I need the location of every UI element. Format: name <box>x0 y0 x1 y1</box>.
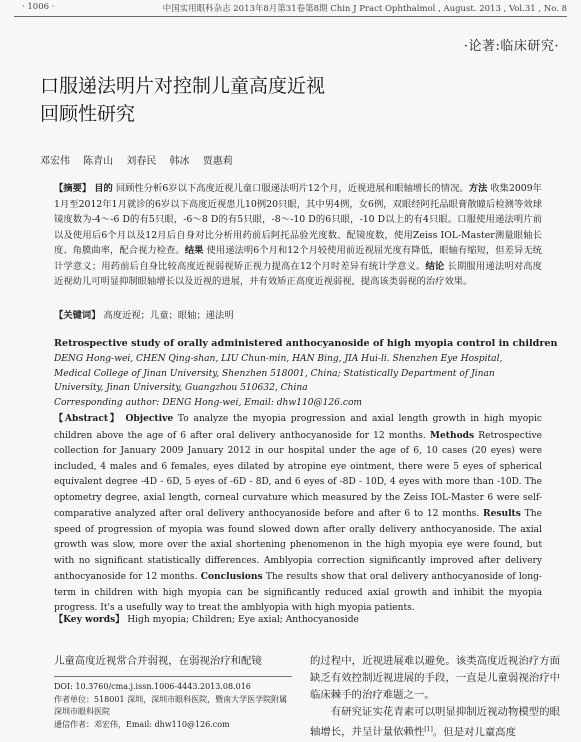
body-text-right <box>310 653 560 741</box>
conclusion-label-en: Conclusions <box>200 571 263 582</box>
article-title <box>40 72 325 128</box>
methods-label-en: Methods <box>429 429 475 441</box>
conclusion-en: The results show that oral delivery anthocyanoside of long-term in children with high myopia can be significantly reduced axial growth and inhibit the myopia progress. It's a usefully way to treat the amblyopia with high myopia patients. <box>54 572 542 613</box>
abstract-en-tag: 【Abstract】 <box>54 413 121 424</box>
body-right-para-2: 有研究证实花青素可以明显抑制近视动物模型的眼轴增长，并呈计量依赖性 <box>310 706 560 739</box>
reference-mark[interactable]: [1] <box>424 726 433 733</box>
methods-cn: 收集2009年1月至2012年1月就诊的6岁以下高度近视患儿10例20只眼，其中男4例，女6例，双眼经阿托品眼膏散瞳后检测等效球镜度数为-4～-6 D的有5只眼，-6～8 D的有5只眼，-8～-10 D的6只眼，-10 D以上的有4只眼。口服使用递法明片前以及使用后6个月以及12月后自身对比分析用药前后阿托品验光度数、配镜度数，使用Zeiss IOL-Master测量眼轴长度、角膜曲率，配合视力检查。 <box>54 183 542 256</box>
methods-en: Retrospective collection for January 2009 January 2012 in our hospital under the age of 6, 10 cases (20 eyes) were included, 4 males and 6 females, eyes dilated by atropine eye ointment, there were 5 eyes of spherical equivalent degree -4D - 6D, 5 eyes of -6D - 8D, and 6 eyes of -8D - 10D, 4 eyes with more than -10D. The optometry degree, axial length, corneal curvature which measured by the Zeiss IOL-Master 6 were self-comparative analyzed after oral delivery anthocyanoside before and after 6 to 12 months. <box>54 430 542 519</box>
abstract-cn <box>54 181 542 290</box>
affiliation-block <box>54 352 542 410</box>
body-right-para-2-end: 。但是对儿童高度 <box>432 726 516 739</box>
objective-en: To analyze the myopia progression and axial length growth in high myopic children above the age of 6 after oral delivery anthocyanoside for 12 months. <box>54 414 542 441</box>
results-cn: 使用递法明6个月和12个月较使用前近视屈光度有降低，眼轴有缩短，但差异无统计学意义；用药前后自身比较高度近视弱视矫正视力提高在12个月时差异有统计学意义。 <box>54 245 542 272</box>
abstract-en <box>54 411 542 617</box>
keywords-en-text: High myopia; Children; Eye axial; Anthocyanoside <box>127 615 359 625</box>
footnotes <box>54 681 294 731</box>
authors-cn: 邓宏伟 陈青山 刘春民 韩冰 贾惠莉 <box>40 156 233 167</box>
abstract-cn-tag: 【摘要】 <box>54 183 92 194</box>
conclusion-cn: 长期服用递法明对高度近视幼儿可明显抑制眼轴增长以及近视的进展，并有效矫正高度近视弱视，提高该类弱视的治疗效果。 <box>54 260 542 287</box>
footnote-unit: 作者单位：518001 深圳，深圳市眼科医院，暨南大学医学院附属深圳市眼科医院 <box>54 694 288 716</box>
footnote-correspondence: 通信作者：邓宏伟，Email: dhw110@126.com <box>54 719 230 729</box>
results-label-cn: 结果 <box>184 245 204 256</box>
footnote-rule <box>54 676 292 677</box>
section-label: ·论著:临床研究· <box>463 39 559 54</box>
results-en: The speed of progression of myopia was found slowed down after orally delivery anthocyanoside. The axial growth was slow, more over the axial shortening phenomenon in the high myopia eye were found, but with no significant statistically differences. Amblyopia correction significantly improved after delivery anthocyanoside for 12 months. <box>54 509 542 582</box>
footnote-doi: DOI: 10.3760/cma.j.issn.1006-4443.2013.08.016 <box>54 682 251 691</box>
journal-header: 中国实用眼科杂志 2013年8月第31卷第8期 Chin J Pract Ophthalmol , August. 2013 , Vol.31 , No. 8 <box>162 4 567 14</box>
english-title: Retrospective study of orally administered anthocyanoside of high myopia control in children <box>54 338 558 349</box>
corresponding-author: Corresponding author: DENG Hong-wei, Email: dhw110@126.com <box>54 397 363 408</box>
header-rule <box>14 16 567 17</box>
keywords-cn-text: 高度近视；儿童；眼轴；递法明 <box>103 310 234 321</box>
affiliation: DENG Hong-wei, CHEN Qing-shan, LIU Chun-min, HAN Bing, JIA Hui-li. Shenzhen Eye Hospital, Medical College of Jinan University, Shenzhen 518001, China; Statistically Department of Jinan University, Jinan University, Guangzhou 510632, China <box>54 354 503 393</box>
objective-cn: 回顾性分析6岁以下高度近视儿童口服递法明片12个月，近视进展和眼轴增长的情况。 <box>115 183 469 194</box>
conclusion-label-cn: 结论 <box>425 260 445 272</box>
title-line-1: 口服递法明片对控制儿童高度近视 <box>40 75 326 97</box>
methods-label-cn: 方法 <box>468 183 488 194</box>
page-number: · 1006 · <box>22 2 55 12</box>
body-right-para-1: 的过程中，近视进展难以避免。该类高度近视治疗方面缺乏有效控制近视进展的手段，一直是儿童弱视治疗中临床棘手的治疗难题之一。 <box>310 655 560 701</box>
keywords-cn <box>54 307 234 321</box>
objective-label-en: Objective <box>125 413 174 424</box>
keywords-en <box>54 612 359 625</box>
keywords-en-tag: 【Key words】 <box>54 614 125 625</box>
title-line-2: 回顾性研究 <box>40 103 136 125</box>
objective-label-cn: 目的 <box>94 183 113 194</box>
keywords-cn-tag: 【关键词】 <box>54 310 101 321</box>
results-label-en: Results <box>483 508 521 519</box>
body-text-left: 儿童高度近视常合并弱视，在弱视治疗和配镜 <box>54 655 262 667</box>
